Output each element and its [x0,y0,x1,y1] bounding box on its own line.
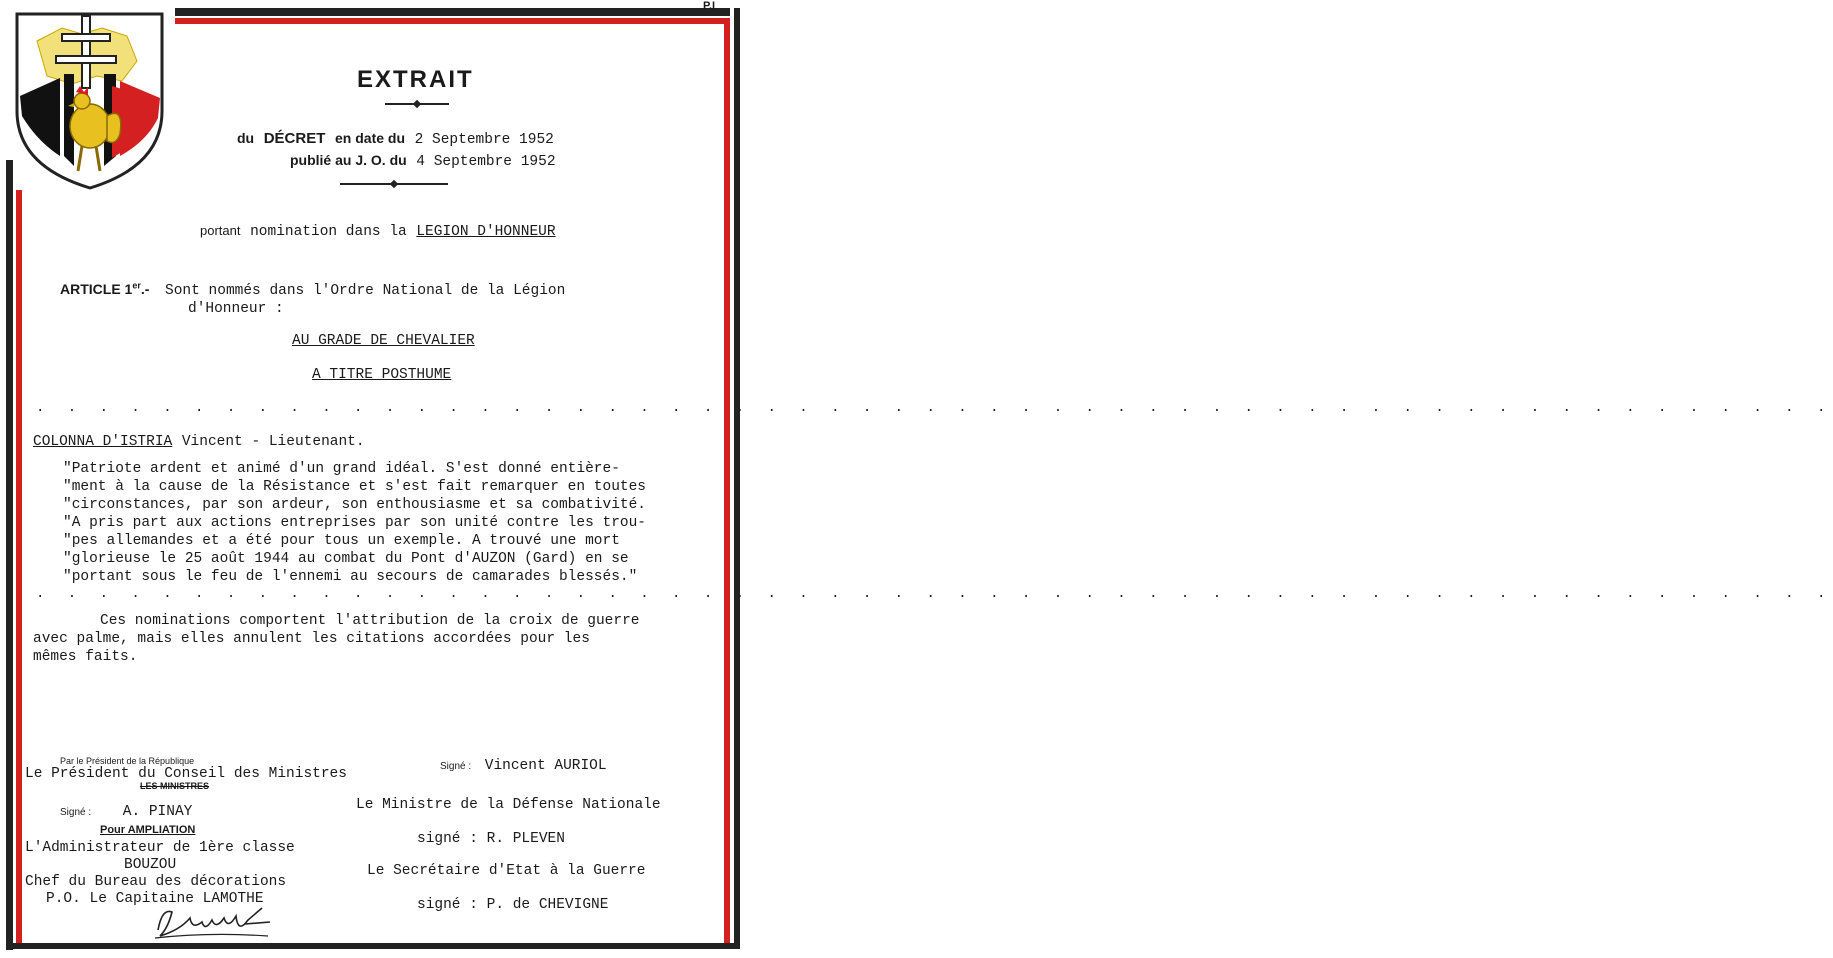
frame-right-red-band [724,18,730,943]
person-rest: Vincent - Lieutenant. [181,434,365,450]
auriol-name: Vincent AURIOL [484,758,607,774]
citation-line-3: "circonstances, par son ardeur, son enthousiasme et sa combativité. [63,497,646,513]
closing-line-1: Ces nominations comportent l'attribution de la croix de guerre [100,613,640,629]
defense-minister-title: Le Ministre de la Défense Nationale [356,797,661,813]
frame-bottom-black-band [6,943,740,949]
citation-line-5: "pes allemandes et a été pour tous un exemple. A trouvé une mort [63,533,620,549]
grade-heading: AU GRADE DE CHEVALIER [292,333,475,349]
published-line [290,152,556,170]
citation-line-1: "Patriote ardent et animé d'un grand idéal. S'est donné entière- [63,461,620,477]
dotted-separator-bottom: . . . . . . . . . . . . . . . . . . . . . . . . . . . . . . . . . . . . . . . . . . . . . . . . . . . . . . . . . [36,586,1833,602]
closing-line-2: avec palme, mais elles annulent les citations accordées pour les [33,631,590,647]
closing-line-3: mêmes faits. [33,649,138,665]
nomination-order: LEGION D'HONNEUR [416,224,556,240]
nomination-label: portant [200,223,241,238]
citation-line-2: "ment à la cause de la Résistance et s'est fait remarquer en toutes [63,479,646,495]
nomination-text: nomination dans la [250,224,407,240]
frame-left-black-band [6,160,13,950]
article-label-sup: er [132,280,141,290]
frame-right-black-band [734,8,740,948]
administrator-name: BOUZOU [124,857,177,873]
pinay-name: A. PINAY [122,804,193,820]
pinay-signature-line [60,802,192,820]
handwritten-signature-icon [150,900,280,942]
article-text-1: Sont nommés dans l'Ordre National de la Légion [165,282,566,299]
struck-ministers-text: LES MINISTRES [140,781,210,791]
auriol-signature-line [440,756,607,774]
citation-line-6: "glorieuse le 25 août 1944 au combat du Pont d'AUZON (Gard) en se [63,551,629,567]
chevigne-signed-line: signé : P. de CHEVIGNE [417,897,609,913]
published-label: publié au J. O. du [290,152,407,168]
decree-date-label: en date du [335,130,406,146]
war-secretary-title: Le Secrétaire d'Etat à la Guerre [367,863,646,879]
person-surname: COLONNA D'ISTRIA [33,434,173,450]
nomination-line [200,222,556,240]
mention-heading: A TITRE POSTHUME [312,367,452,383]
auriol-signed-label: Signé : [440,761,472,772]
decree-line [237,130,554,148]
decree-prefix: du [237,130,255,146]
title-ornament-divider [385,103,449,105]
citation-line-7: "portant sous le feu de l'ennemi au secours de camarades blessés." [63,569,638,585]
president-stamp-line: Par le Président de la République [60,756,195,766]
article-line-1 [60,280,565,299]
ampliation-label: Pour AMPLIATION [100,824,196,836]
published-value: 4 Septembre 1952 [416,154,556,170]
dotted-separator-top: . . . . . . . . . . . . . . . . . . . . . . . . . . . . . . . . . . . . . . . . . . . . . . . . . . . . . . . . . [36,400,1833,416]
document-title: EXTRAIT [357,66,474,93]
decree-ornament-divider [340,183,448,185]
po-captain-line: P.O. Le Capitaine LAMOTHE [46,891,264,907]
bureau-title: Chef du Bureau des décorations [25,874,287,890]
person-line [33,432,365,450]
council-president-title: Le Président du Conseil des Ministres [25,766,347,782]
frame-top-red-band [175,18,728,24]
pleven-signed-line: signé : R. PLEVEN [417,831,565,847]
article-label: ARTICLE 1er.- [60,280,150,297]
pinay-signed-label: Signé : [60,807,92,818]
frame-top-black-band [175,8,730,16]
decree-date-value: 2 Septembre 1952 [414,132,554,148]
citation-line-4: "A pris part aux actions entreprises par son unité contre les trou- [63,515,646,531]
frame-left-red-band [16,190,22,945]
article-text-2: d'Honneur : [188,301,284,317]
emblem-shield-icon [12,6,172,191]
page-mark: P.I [703,0,716,12]
decree-word: DÉCRET [263,130,326,147]
administrator-title: L'Administrateur de 1ère classe [25,840,295,856]
